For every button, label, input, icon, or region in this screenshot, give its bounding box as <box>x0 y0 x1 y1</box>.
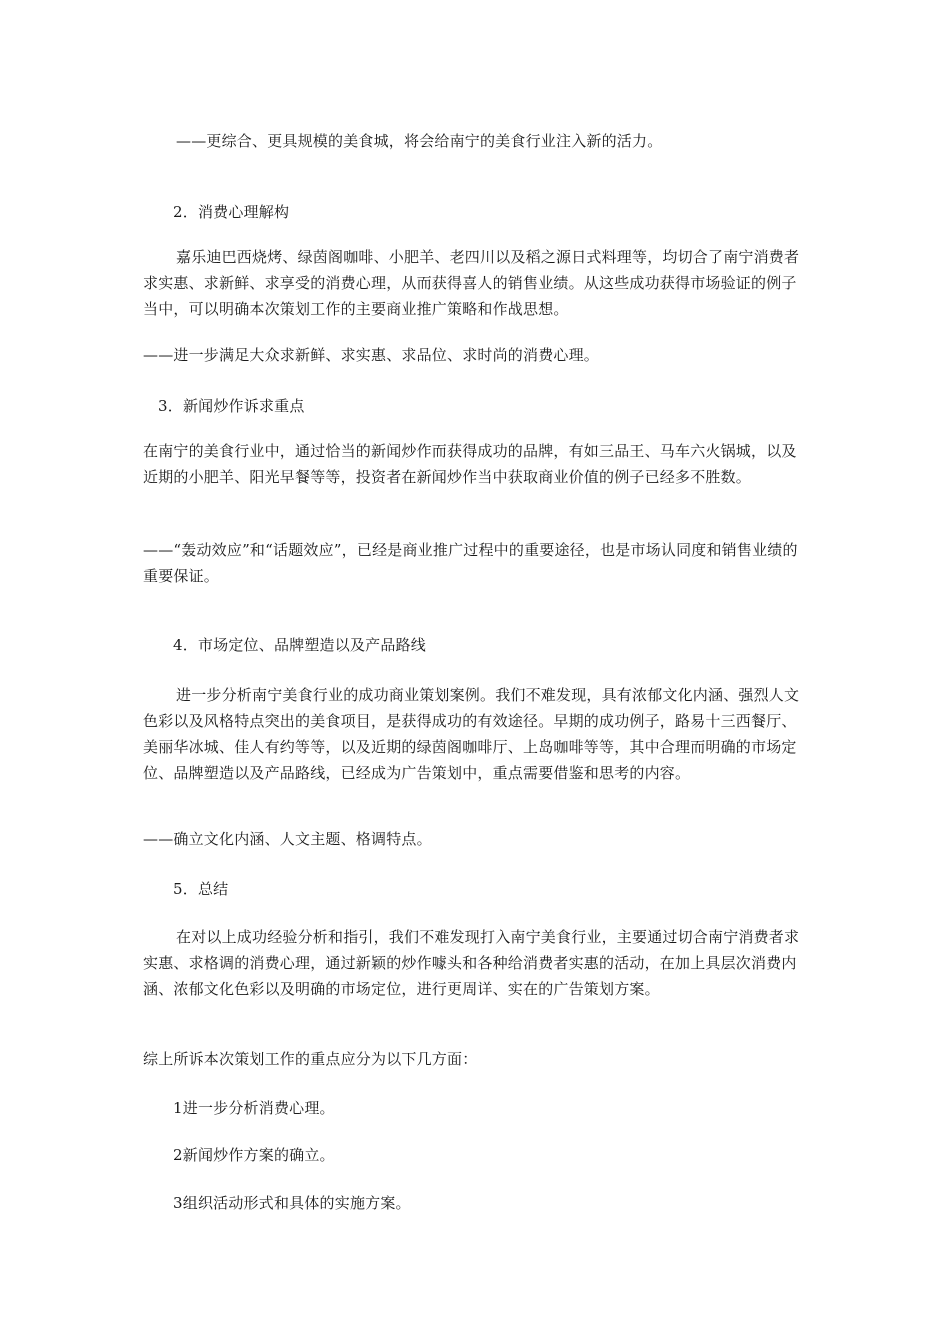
section-heading-conclusion: 5．总结 <box>173 880 229 898</box>
list-item-analyze-psychology: 1进一步分析消费心理。 <box>173 1099 335 1117</box>
list-item-news-plan: 2新闻炒作方案的确立。 <box>173 1146 335 1164</box>
section-heading-market-positioning: 4．市场定位、品牌塑造以及产品路线 <box>173 636 426 654</box>
section-heading-news-promotion: 3．新闻炒作诉求重点 <box>158 397 305 415</box>
paragraph-summary-consumer-psychology: ——进一步满足大众求新鲜、求实惠、求品位、求时尚的消费心理。 <box>143 346 600 364</box>
paragraph-market-positioning: 进一步分析南宁美食行业的成功商业策划案例。我们不难发现，具有浓郁文化内涵、强烈人文色彩以及风格特点突出的美食项目，是获得成功的有效途径。早期的成功例子，路易十三西餐厅、美丽华冰城、佳人有约等等，以及近期的绿茵阁咖啡厅、上岛咖啡等等，其中合理而明确的市场定位、品牌塑造以及产品路线，已经成为广告策划中，重点需要借鉴和思考的内容。 <box>143 686 800 782</box>
paragraph-consumer-psychology: 嘉乐迪巴西烧烤、绿茵阁咖啡、小肥羊、老四川以及稻之源日式料理等，均切合了南宁消费者求实惠、求新鲜、求享受的消费心理，从而获得喜人的销售业绩。从这些成功获得市场验证的例子当中，可以明确本次策划工作的主要商业推广策略和作战思想。 <box>143 248 800 318</box>
paragraph-focus-intro: 综上所诉本次策划工作的重点应分为以下几方面： <box>143 1050 478 1068</box>
paragraph-summary-new-vitality: ——更综合、更具规模的美食城，将会给南宁的美食行业注入新的活力。 <box>176 132 663 150</box>
list-item-activity-plan: 3组织活动形式和具体的实施方案。 <box>173 1194 411 1212</box>
section-heading-consumer-psychology: 2．消费心理解构 <box>173 203 290 221</box>
paragraph-summary-market-positioning: ——确立文化内涵、人文主题、格调特点。 <box>143 830 432 848</box>
paragraph-summary-news-promotion: ——“轰动效应”和“话题效应”，已经是商业推广过程中的重要途径，也是市场认同度和销售业绩的重要保证。 <box>143 541 798 585</box>
paragraph-conclusion: 在对以上成功经验分析和指引，我们不难发现打入南宁美食行业，主要通过切合南宁消费者求实惠、求格调的消费心理，通过新颖的炒作噱头和各种给消费者实惠的活动，在加上具层次消费内涵、浓郁文化色彩以及明确的市场定位，进行更周详、实在的广告策划方案。 <box>143 928 800 998</box>
paragraph-news-promotion: 在南宁的美食行业中，通过恰当的新闻炒作而获得成功的品牌，有如三品王、马车六火锅城，以及近期的小肥羊、阳光早餐等等，投资者在新闻炒作当中获取商业价值的例子已经多不胜数。 <box>143 442 797 486</box>
